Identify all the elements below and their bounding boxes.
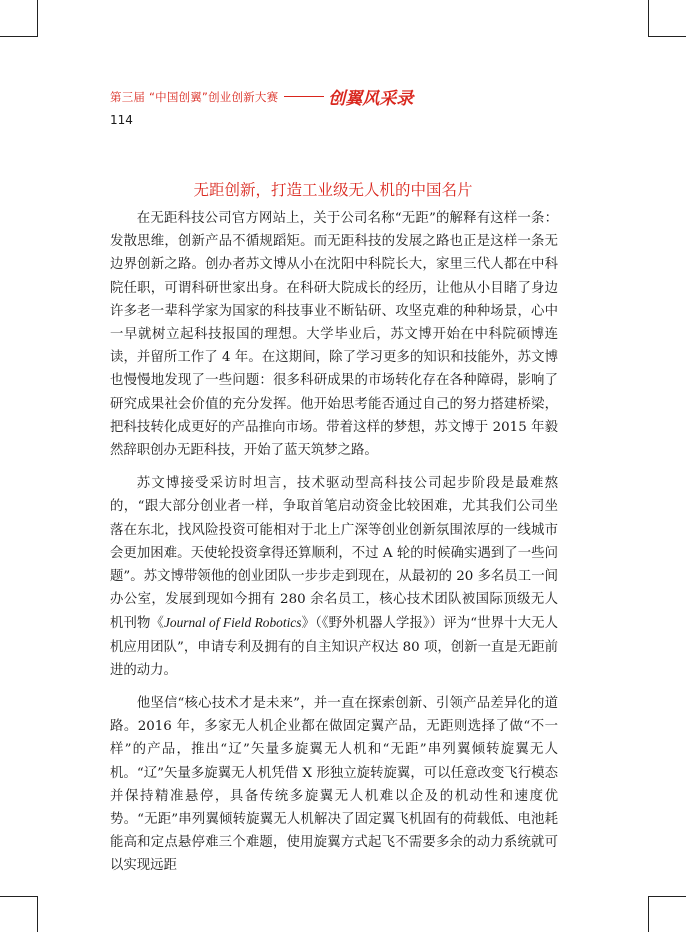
crop-mark-top-right-v xyxy=(648,0,649,36)
paragraph-2 xyxy=(110,472,558,682)
header-event-title: 第三届 “中国创翼”创业创新大赛 xyxy=(110,89,279,104)
crop-mark-top-right-h xyxy=(648,36,686,37)
page-number: 114 xyxy=(110,113,133,127)
journal-name: Journal of Field Robotics xyxy=(163,615,302,631)
article-body xyxy=(110,207,558,888)
paragraph-1: 在无距科技公司官方网站上，关于公司名称“无距”的解释有这样一条：发散思维，创新产品不循规蹈矩。而无距科技的发展之路也正是这样一条无边界创新之路。创办者苏文博从小在沈阳中科院长大，家里三代人都在中科院任职，可谓科研世家出身。在科研大院成长的经历，让他从小目睹了身边许多老一辈科学家为国家的科技事业不断钻研、攻坚克难的种种场景，心中一早就树立起科技报国的理想。大学毕业后，苏文博开始在中科院硕博连读，并留所工作了 4 年。在这期间，除了学习更多的知识和技能外，苏文博也慢慢地发现了一些问题：很多科研成果的市场转化存在各种障碍，影响了研究成果社会价值的充分发挥。他开始思考能否通过自己的努力搭建桥梁，把科技转化成更好的产品推向市场。带着这样的梦想，苏文博于 2015 年毅然辞职创办无距科技，开始了蓝天筑梦之路。 xyxy=(110,211,558,459)
crop-mark-bottom-right-h xyxy=(648,896,686,897)
running-header xyxy=(110,84,413,109)
header-brand-calligraphy: 创翼风采录 xyxy=(328,89,414,109)
paragraph-2-text-before: 苏文博接受采访时坦言，技术驱动型高科技公司起步阶段是最难熬的，“跟大部分创业者一样，争取首笔启动资金比较困难，尤其我们公司坐落在东北，找风险投资可能相对于北上广深等创业创新氛围浓厚的一线城市会更加困难。天使轮投资拿得还算顺利，不过 A 轮的时候确实遇到了一些问题”。苏文博带领他的创业团队一步步走到现在，从最初的 20 多名员工一间办公室，发展到现如今拥有 280 余名员工，核心技术团队被国际顶级无人机刊物《 xyxy=(110,476,558,632)
article-title: 无距创新，打造工业级无人机的中国名片 xyxy=(193,181,473,199)
crop-mark-bottom-right-v xyxy=(648,896,649,932)
paragraph-3: 他坚信“核心技术才是未来”，并一直在探索创新、引领产品差异化的道路。2016 年，多家无人机企业都在做固定翼产品，无距则选择了做“不一样”的产品，推出“辽”矢量多旋翼无人机和“无距”串列翼倾转旋翼无人机。“辽”矢量多旋翼无人机凭借 X 形独立旋转旋翼，可以任意改变飞行模态并保持精准悬停，具备传统多旋翼无人机难以企及的机动性和速度优势。“无距”串列翼倾转旋翼无人机解决了固定翼飞机固有的荷载低、电池耗能高和定点悬停难三个难题，使用旋翼方式起飞不需要多余的动力系统就可以实现远距 xyxy=(110,696,558,874)
crop-mark-bottom-left-v xyxy=(37,896,38,932)
crop-mark-top-left-h xyxy=(0,36,38,37)
crop-mark-top-left-v xyxy=(37,0,38,36)
crop-mark-bottom-left-h xyxy=(0,896,38,897)
paragraph-2-text-after: 》（《野外机器人学报》）评为“世界十大无人机应用团队”，申请专利及拥有的自主知识产权达 80 项，创新一直是无距前进的动力。 xyxy=(110,616,558,678)
header-rule xyxy=(284,96,324,97)
